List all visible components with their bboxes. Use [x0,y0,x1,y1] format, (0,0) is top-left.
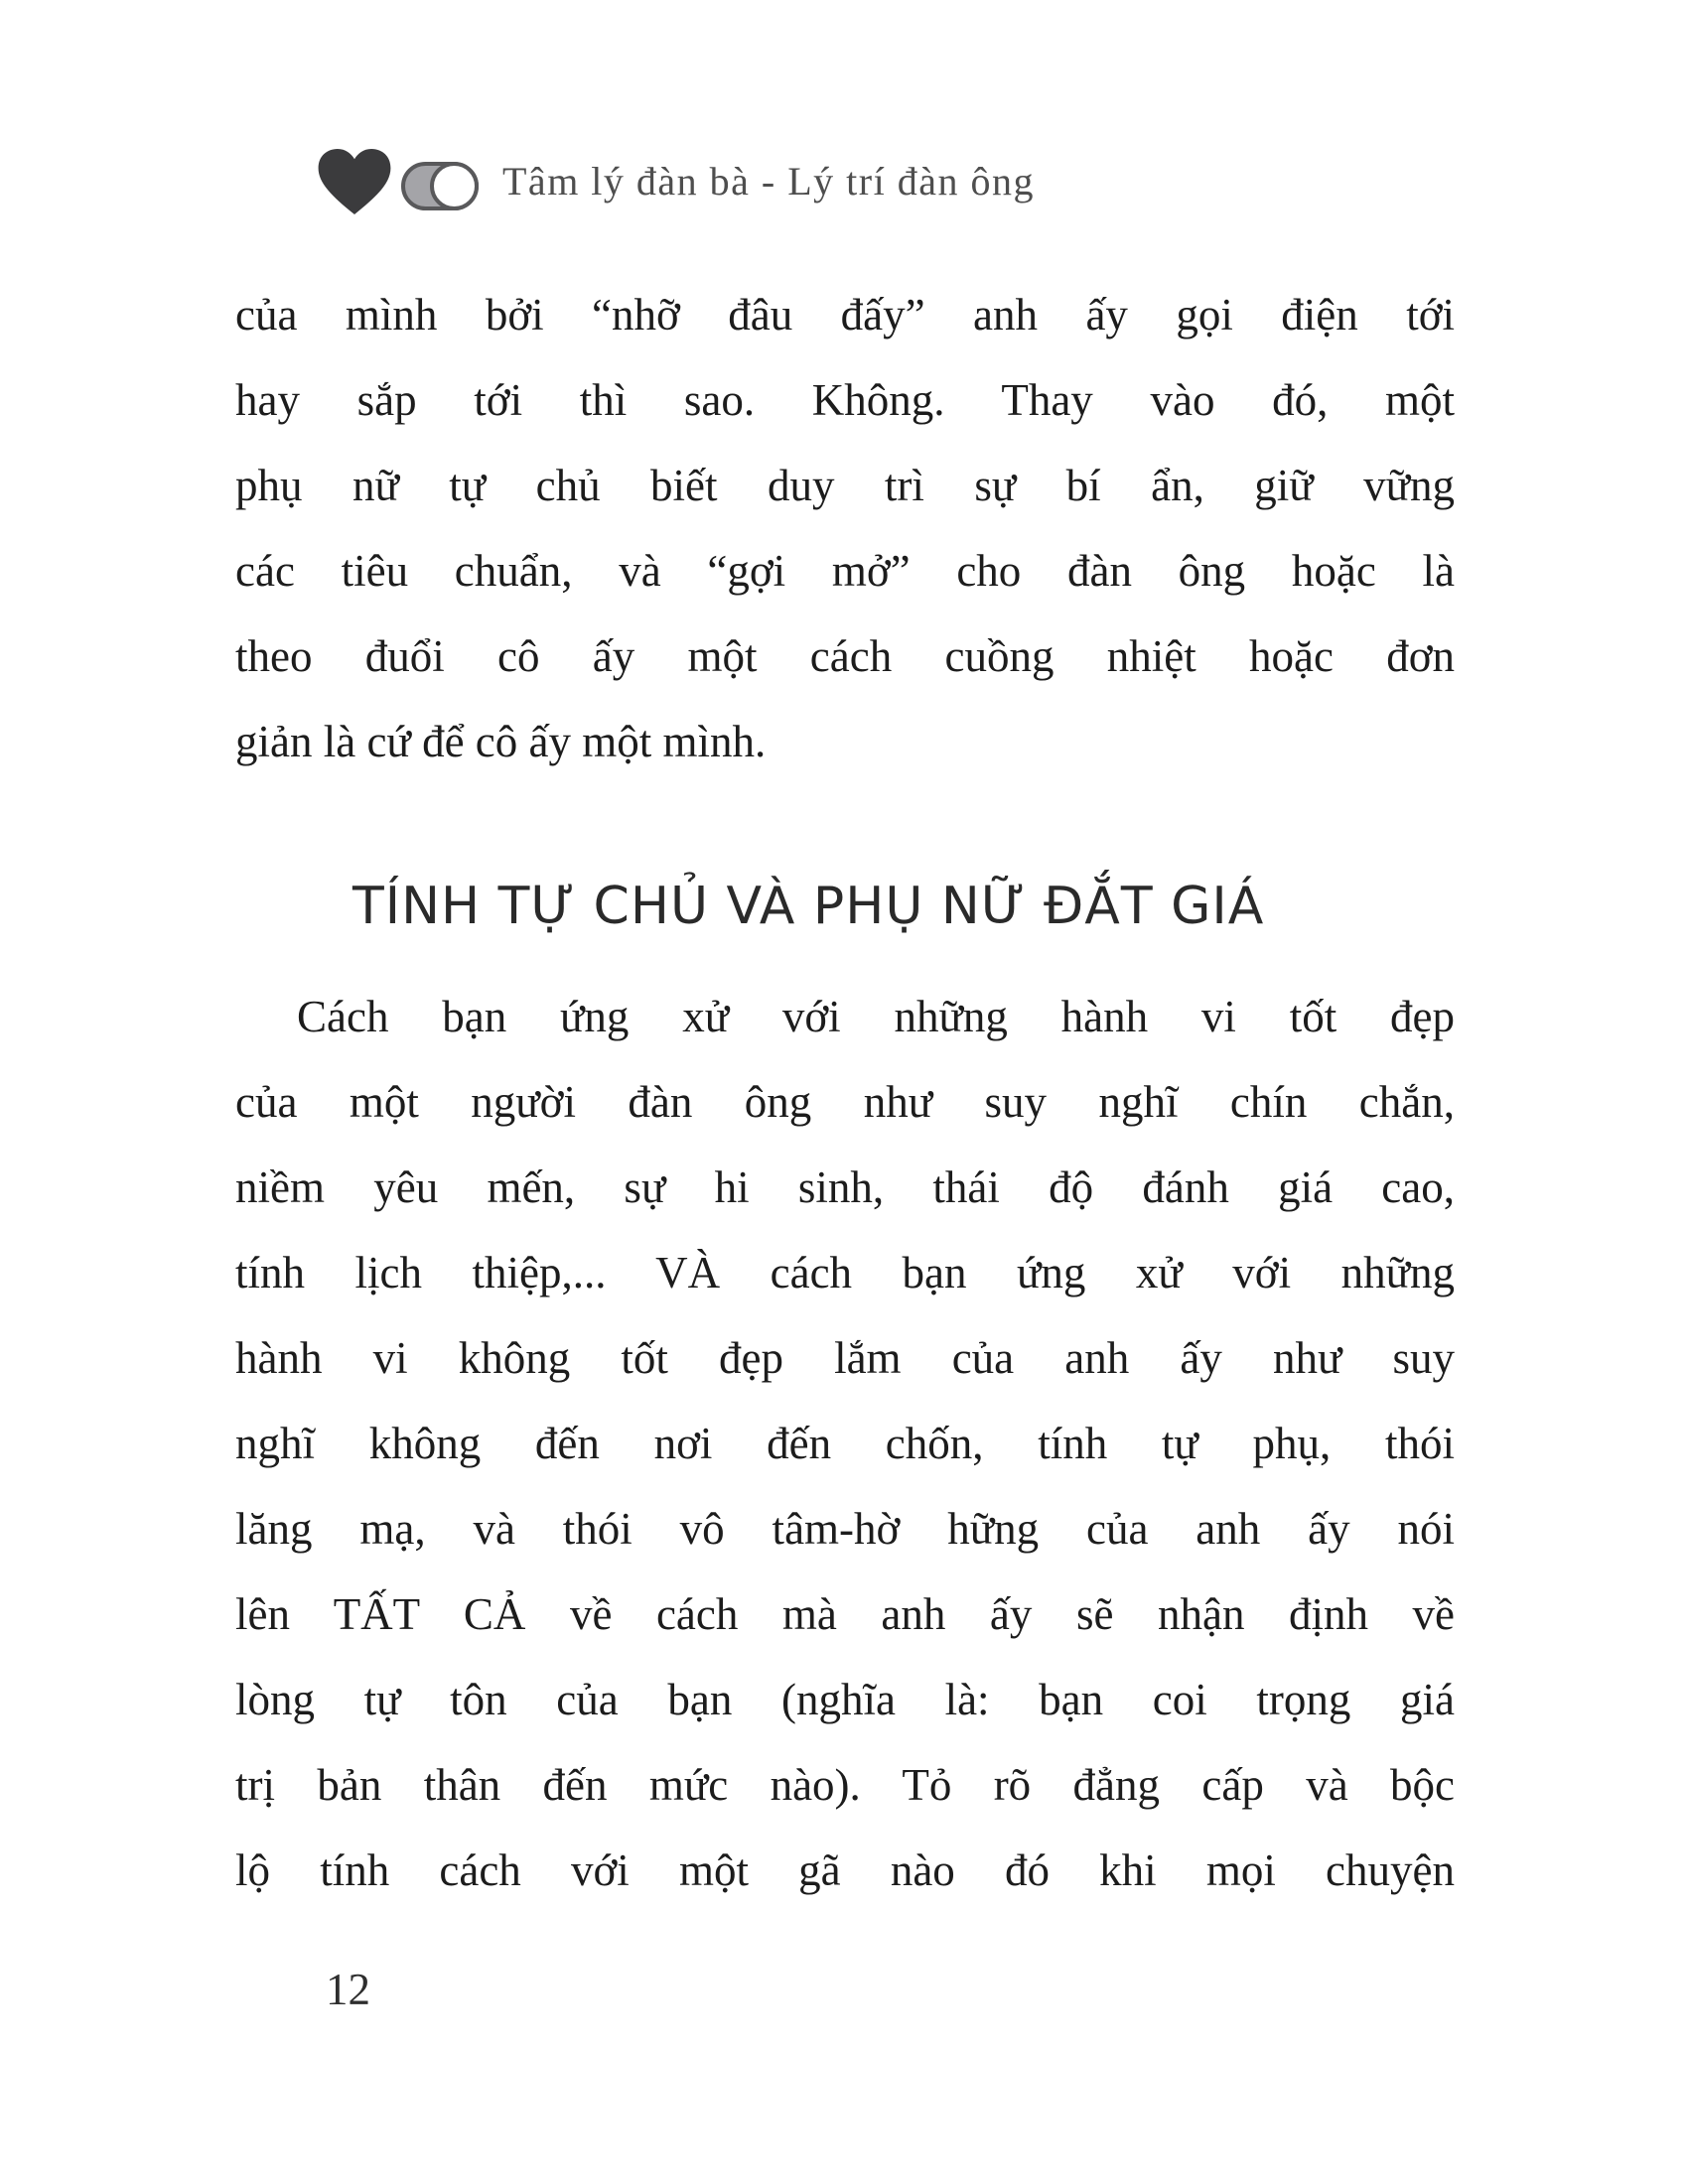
text-line: niềm yêu mến, sự hi sinh, thái độ đánh giá cao, [235,1162,1455,1212]
text-line: Cách bạn ứng xử với những hành vi tốt đẹp [297,992,1455,1041]
text-line: giản là cứ để cô ấy một mình. [235,717,767,766]
text-line: lòng tự tôn của bạn (nghĩa là: bạn coi trọng giá [235,1675,1455,1724]
book-title: Tâm lý đàn bà - Lý trí đàn ông [502,159,1035,204]
text-line: của mình bởi “nhỡ đâu đấy” anh ấy gọi điện tới [235,290,1455,340]
paragraph [235,974,1455,1913]
text-line: các tiêu chuẩn, và “gợi mở” cho đàn ông hoặc là [235,546,1455,596]
text-line: trị bản thân đến mức nào). Tỏ rõ đẳng cấp và bộc [235,1760,1455,1810]
text-line: lên TẤT CẢ về cách mà anh ấy sẽ nhận định về [235,1589,1455,1639]
page-number: 12 [326,1965,370,2014]
toggle-switch-icon [401,162,479,210]
paragraph [235,272,1455,784]
text-line: theo đuổi cô ấy một cách cuồng nhiệt hoặc đơn [235,631,1455,681]
text-line: hay sắp tới thì sao. Không. Thay vào đó, một [235,375,1455,425]
text-line: phụ nữ tự chủ biết duy trì sự bí ẩn, giữ vững [235,461,1455,510]
text-line: nghĩ không đến nơi đến chốn, tính tự phụ, thói [235,1419,1455,1468]
text-line: hành vi không tốt đẹp lắm của anh ấy như suy [235,1333,1455,1383]
text-line: tính lịch thiệp,... VÀ cách bạn ứng xử với những [235,1248,1455,1297]
section-heading: TÍNH TỰ CHỦ VÀ PHỤ NỮ ĐẮT GIÁ [352,877,1265,936]
text-line: lộ tính cách với một gã nào đó khi mọi chuyện [235,1845,1455,1895]
page-header [318,147,1410,216]
toggle-knob [430,162,479,210]
text-line: của một người đàn ông như suy nghĩ chín chắn, [235,1077,1455,1127]
text-line: lăng mạ, và thói vô tâm-hờ hững của anh ấy nói [235,1504,1455,1554]
heart-icon [318,149,391,214]
